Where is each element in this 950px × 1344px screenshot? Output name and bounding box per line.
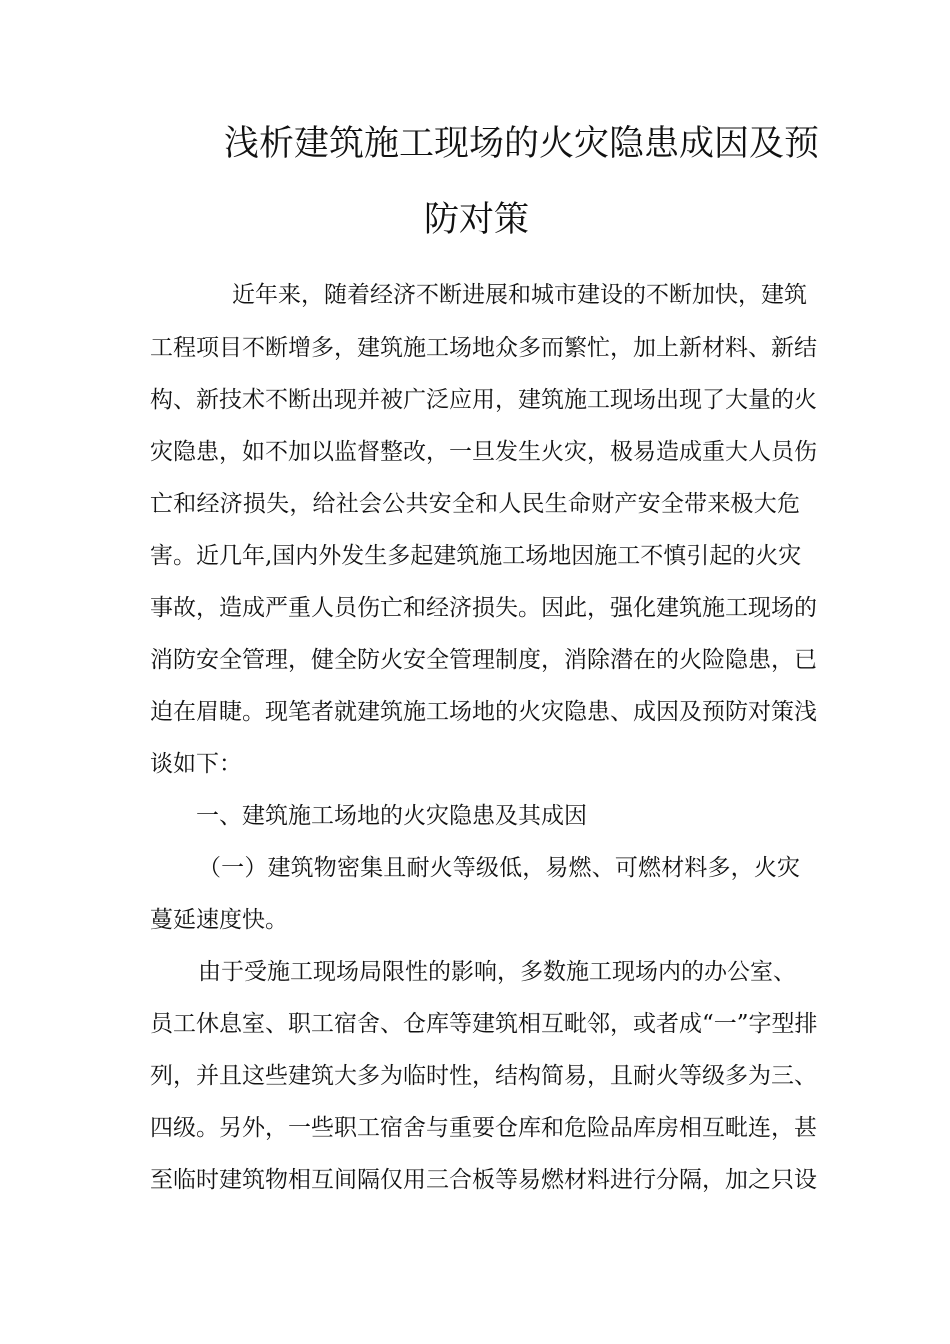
paragraph-1-line-10: 谈如下：	[150, 751, 242, 777]
paragraph-1-line-4: 灾隐患，如不加以监督整改，一旦发生火灾，极易造成重大人员伤	[150, 439, 817, 465]
paragraph-1-line-8: 消防安全管理，健全防火安全管理制度，消除潜在的火险隐患，已	[150, 647, 817, 673]
paragraph-1-line-9: 迫在眉睫。现笔者就建筑施工场地的火灾隐患、成因及预防对策浅	[150, 699, 817, 725]
paragraph-1-line-5: 亡和经济损失，给社会公共安全和人民生命财产安全带来极大危	[150, 491, 800, 517]
subsection-heading-1-line-2: 蔓延速度快。	[150, 907, 288, 933]
subsection-heading-1-line-1: （一）建筑物密集且耐火等级低，易燃、可燃材料多，火灾	[198, 855, 800, 881]
paragraph-1-line-2: 工程项目不断增多，建筑施工场地众多而繁忙，加上新材料、新结	[150, 335, 817, 361]
document-title-line-2: 防对策	[424, 200, 530, 240]
paragraph-2-line-4: 四级。另外，一些职工宿舍与重要仓库和危险品库房相互毗连，甚	[150, 1115, 817, 1141]
document-title-line-1: 浅析建筑施工现场的火灾隐患成因及预	[224, 124, 820, 164]
paragraph-2-line-2: 员工休息室、职工宿舍、仓库等建筑相互毗邻，或者成“一”字型排	[150, 1011, 818, 1037]
paragraph-2-line-5: 至临时建筑物相互间隔仅用三合板等易燃材料进行分隔，加之只设	[150, 1167, 817, 1193]
section-heading-1: 一、建筑施工场地的火灾隐患及其成因	[196, 803, 587, 829]
paragraph-1-line-3: 构、新技术不断出现并被广泛应用，建筑施工现场出现了大量的火	[150, 387, 817, 413]
paragraph-1-line-1: 近年来，随着经济不断进展和城市建设的不断加快，建筑	[232, 282, 807, 308]
paragraph-1-line-7: 事故，造成严重人员伤亡和经济损失。因此，强化建筑施工现场的	[150, 595, 817, 621]
paragraph-1-line-6: 害。近几年,国内外发生多起建筑施工场地因施工不慎引起的火灾	[150, 543, 802, 569]
paragraph-2-line-3: 列，并且这些建筑大多为临时性，结构简易，且耐火等级多为三、	[150, 1063, 817, 1089]
paragraph-2-line-1: 由于受施工现场局限性的影响，多数施工现场内的办公室、	[198, 959, 796, 985]
